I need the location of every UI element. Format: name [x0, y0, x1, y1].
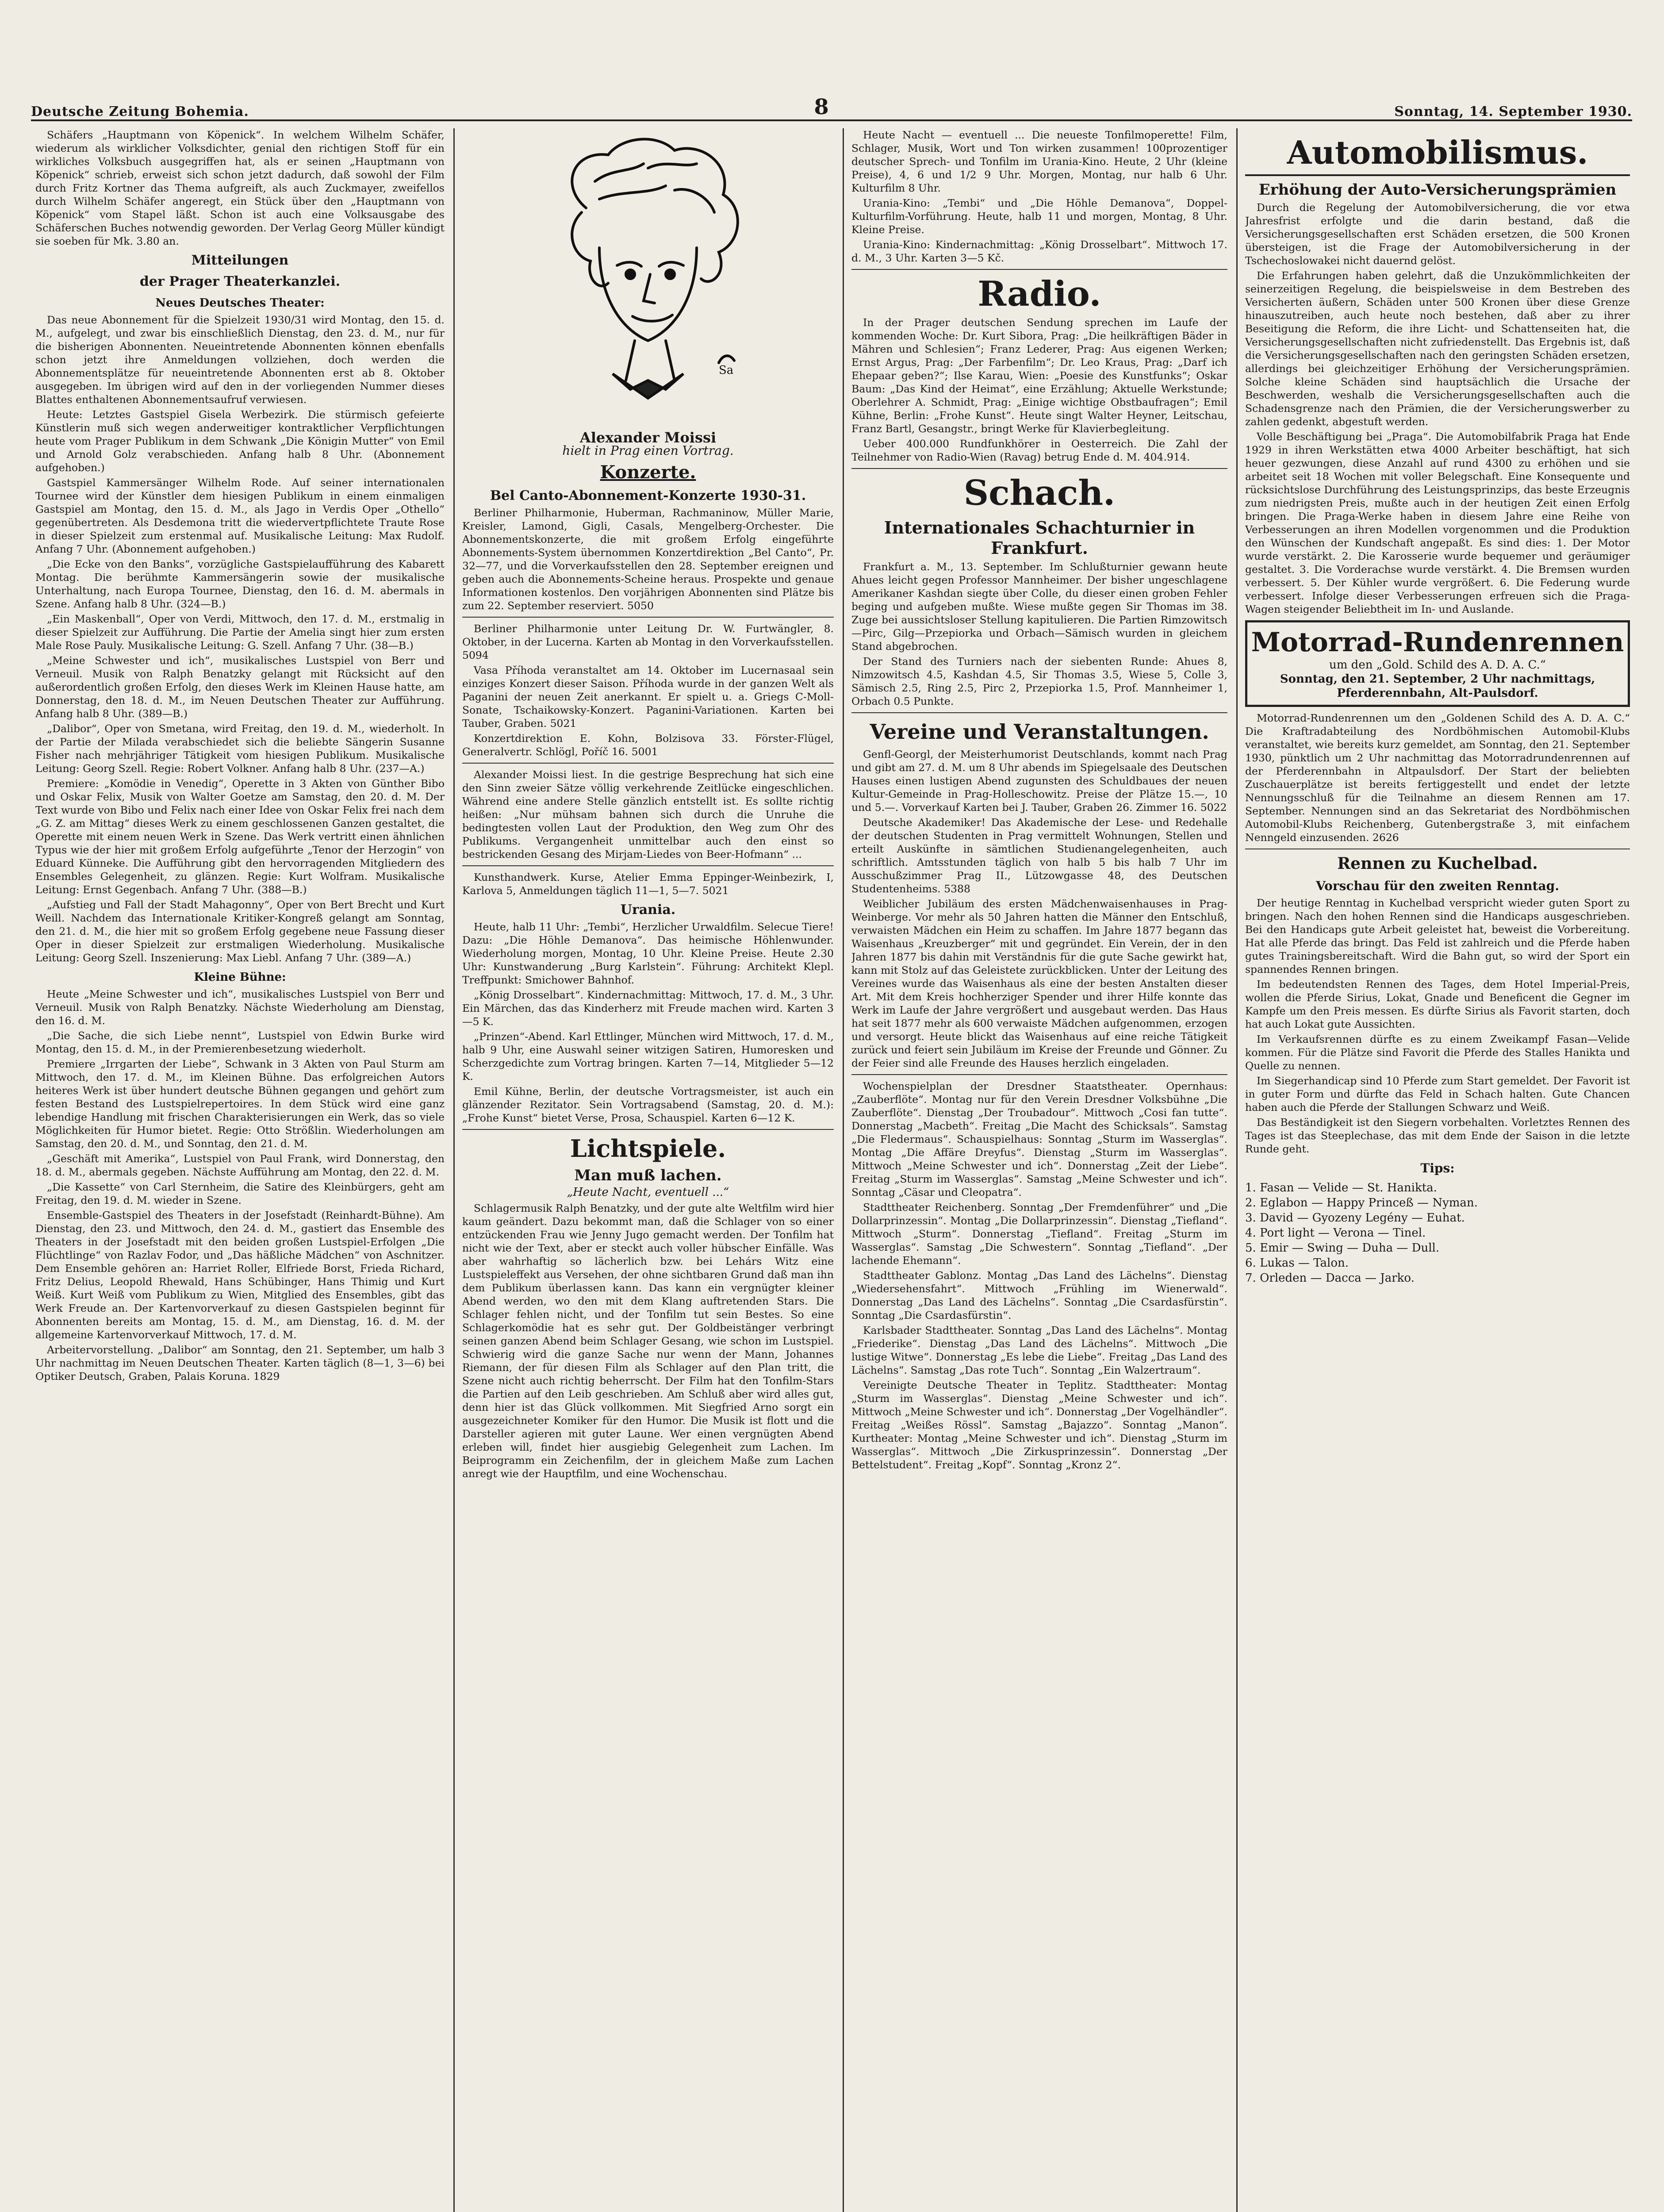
tips-heading: Tips: — [1420, 1161, 1455, 1175]
list-item: 5. Emir — Swing — Duha — Dull. — [1245, 1241, 1440, 1255]
column-3 — [851, 128, 1227, 2212]
page-header — [31, 88, 1632, 121]
tips-list — [1245, 1180, 1630, 1286]
article-paragraph: Vasa Příhoda veranstaltet am 14. Oktober im Lucernasaal sein einziges Konzert dieser Saison. Příhoda wurde in der ganzen Welt als Paganini der neuen Zeit anerkannt. Er spielt u. a. Griegs C-Moll-Sonate, Tschaikowsky-Konzert. Paganini-Variationen. Karten bei Tauber, Graben. 5021 — [462, 664, 834, 730]
article-paragraph: Der heutige Renntag in Kuchelbad verspricht wieder guten Sport zu bringen. Nach den hohen Rennen sind die Handicaps ausgeschrieben. Bei den Handicaps gute Arbeit geleistet hat, beweist die Vorbereitung. Hat alle Pferde das bringt. Das Feld ist zahlreich und die Pferde haben gutes Trainingsbereitschaft. Wird die Bahn gut, so wird der Sport ein spannendes Rennen bringen. — [1245, 897, 1630, 975]
divider — [851, 712, 1227, 713]
article-paragraph: Urania-Kino: Kindernachmittag: „König Drosselbart“. Mittwoch 17. d. M., 3 Uhr. Karten 3—5 Kč. — [851, 238, 1227, 264]
article-paragraph: Gastspiel Kammersänger Wilhelm Rode. Auf seiner internationalen Tournee wird der Künstler dem hiesigen Publikum in einem einmaligen Gastspiel am Montag, den 15. d. M., als Jago in Verdis Oper „Othello“ gegenübertreten. Als Desdemona tritt die wiedervertpflichtete Traute Rose in dieser Spielzeit zum erstenmal auf. Musikalische Leitung: Max Rudolf. Anfang 7 Uhr. (Abonnement aufgehoben.) — [35, 476, 445, 555]
automobilismus-title: Automobilismus. — [1245, 133, 1630, 176]
motorrad-box-date: Sonntag, den 21. September, 2 Uhr nachmittags, Pferderennbahn, Alt-Paulsdorf. — [1280, 672, 1595, 700]
radio-heading: Radio. — [978, 274, 1101, 314]
article-paragraph: Im bedeutendsten Rennen des Tages, dem Hotel Imperial-Preis, wollen die Pferde Sirius, Lokat, Gnade und Beneficent die Gegner im Kampfe um den Preis messen. Es dürfte Sirius als Favorit starten, doch hat auch Lokat gute Aussichten. — [1245, 978, 1630, 1030]
article-paragraph: Alexander Moissi liest. In die gestrige Besprechung hat sich eine den Sinn zweier Sätze völlig verkehrende Zeitlücke eingeschlichen. Während eine andere Stelle gänzlich entstellt ist. Es sollte richtig heißen: „Nur mühsam bahnen sich durch die Unruhe die bedingtesten vollen Laut der Produktion, den Weg zum Ohr des Publikums. Vergangenheit unmittelbar auch den einst so bestrickenden Gesang des Mirjam-Liedes von Beer-Hofmann“ ... — [462, 768, 834, 860]
article-paragraph: „König Drosselbart“. Kindernachmittag: Mittwoch, 17. d. M., 3 Uhr. Ein Märchen, das das Kinderherz mit Freude machen wird. Karten 3—5 K. — [462, 989, 834, 1028]
list-item: 2. Eglabon — Happy Princeß — Nyman. — [1245, 1196, 1478, 1210]
article-paragraph: Deutsche Akademiker! Das Akademische der Lese- und Redehalle der deutschen Studenten in Prag vermittelt Wohnungen, Stellen und erteilt Auskünfte in sämtlichen Studienangelegenheiten, auch schriftlich. Amtsstunden täglich von halb 5 bis halb 7 Uhr im Ausschußzimmer Prag II., Lützowgasse 48, des Deutschen Studentenheims. 5388 — [851, 816, 1227, 895]
article-paragraph: Vereinigte Deutsche Theater in Teplitz. Stadttheater: Montag „Sturm im Wasserglas“. Dienstag „Meine Schwester und ich“. Mittwoch „Meine Schwester und ich“. Donnerstag „Der Vogelhändler“. Freitag „Weißes Rössl“. Samstag „Bajazzo“. Sonntag „Manon“. Kurtheater: Montag „Meine Schwester und ich“. Dienstag „Sturm im Wasserglas“. Mittwoch „Die Zirkusprinzessin“. Donnerstag „Der Bettelstudent“. Freitag „Kopf“. Sonntag „Kronz 2“. — [851, 1379, 1227, 1471]
article-paragraph: Karlsbader Stadttheater. Sonntag „Das Land des Lächelns“. Montag „Friederike“. Dienstag „Das Land des Lächelns“. Mittwoch „Die lustige Witwe“. Donnerstag „Es lebe die Liebe“. Freitag „Das Land des Lächelns“. Samstag „Das rote Tuch“. Sonntag „Ein Walzertraum“. — [851, 1324, 1227, 1376]
article-paragraph: „Prinzen“-Abend. Karl Ettlinger, München wird Mittwoch, 17. d. M., halb 9 Uhr, eine Auswahl seiner witzigen Satiren, Humoresken und Scherzgedichte zum Vortrag bringen. Karten 7—14, Mitglieder 5—12 K. — [462, 1030, 834, 1083]
article-paragraph: „Meine Schwester und ich“, musikalisches Lustspiel von Berr und Verneuil. Musik von Ralph Benatzky gelangt mit Rücksicht auf den außerordentlich großen Erfolg, den dieses Werk im Kleinen Hause hatte, am Donnerstag, den 18. d. M., im Neuen Deutschen Theater zur Aufführung. Anfang halb 8 Uhr. (389—B.) — [35, 654, 445, 720]
article-paragraph: „Dalibor“, Oper von Smetana, wird Freitag, den 19. d. M., wiederholt. In der Partie der Milada verabschiedet sich die beliebte Sängerin Susanne Fisher nach mehrjähriger Tätigkeit vom hiesigen Publikum. Musikalische Leitung: Georg Szell. Regie: Robert Volkner. Anfang halb 8 Uhr. (237—A.) — [35, 722, 445, 775]
lichtspiele-heading: Lichtspiele. — [570, 1134, 726, 1163]
vereine-heading: Vereine und Veranstaltungen. — [870, 720, 1209, 744]
divider — [462, 865, 834, 866]
column-rule — [843, 128, 844, 2212]
image-caption-sub: hielt in Prag einen Vortrag. — [562, 443, 734, 458]
svg-text:Sa: Sa — [719, 364, 734, 377]
list-item: 1. Fasan — Velide — St. Hanikta. — [1245, 1181, 1437, 1194]
schach-subheading: Internationales Schachturnier in Frankfurt. — [884, 518, 1195, 558]
article-paragraph: Heute: Letztes Gastspiel Gisela Werbezirk. Die stürmisch gefeierte Künstlerin muß sich wegen anderweitiger kontraktlicher Verpflichtungen heute vom Prager Publikum in dem Schwank „Die Königin Mutter“ von Emil und Arnold Golz verabschieden. Anfang halb 8 Uhr. (Abonnement aufgehoben.) — [35, 408, 445, 474]
article-paragraph: Weiblicher Jubiläum des ersten Mädchenwaisenhauses in Prag-Weinberge. Vor mehr als 50 Jahren hatten die Männer den Entschluß, verwaisten Mädchen ein Heim zu schaffen. Im Jahre 1877 begann das Waisenhaus „Kreuzberger“ mit und gegründet. Ein Verein, der in den Jahren 1877 bis dahin mit Verständnis für die gute Sache gewirkt hat, kann mit Stolz auf das Geleistete zurückblicken. Unter der Leitung des Vereines wurde das Waisenhaus als eine der besten Anstalten dieser Art. Mit dem Kreis hochherziger Spender und ihrer Hilfe konnte das Werk im Laufe der Jahre vergrößert und ausgebaut werden. Das Haus hat seit 1877 mehr als 600 verwaiste Mädchen aufgenommen, erzogen und versorgt. Heute blickt das Waisenhaus auf eine reiche Tätigkeit zurück und feiert sein Jubiläum im Kreise der Freunde und Gönner. Zu der Feier sind alle Freunde des Hauses herzlich eingeladen. — [851, 898, 1227, 1069]
article-paragraph: Ensemble-Gastspiel des Theaters in der Josefstadt (Reinhardt-Bühne). Am Dienstag, den 23. und Mittwoch, den 24. d. M., gastiert das Ensemble des Theaters in der Josefstadt mit den beiden großen Lustspiel-Erfolgen „Die Flüchtlinge“ von Razlav Fodor, und „Das häßliche Mädchen“ von Aschnitzer. Dem Ensemble gehören an: Harriet Roller, Elfriede Borst, Frieda Richard, Fritz Delius, Leopold Rhewald, Hans Schübinger, Hans Thimig und Kurt Weiß. Kurt Weiß vom Publikum zu Wien, Mitglied des Ensembles, gibt das Werk Freude an. Der Kartenvorverkauf zu diesen Gastspielen beginnt für Abonnenten bereits am Montag, 15. d. M., am Dienstag, 16. d. M. der allgemeine Kartenvorverkauf Mittwoch, 17. d. M. — [35, 1209, 445, 1341]
article-paragraph: Genfl-Georgl, der Meisterhumorist Deutschlands, kommt nach Prag und gibt am 27. d. M. um 8 Uhr abends im Spiegelsaale des Deutschen Hauses einen lustigen Abend zugunsten des Schuldbaues der neuen Kultur-Gemeinde in Prag-Holleschowitz. Preise der Plätze 15.—, 10 und 5.—. Vorverkauf Karten bei J. Tauber, Graben 26. Zimmer 16. 5022 — [851, 748, 1227, 814]
article-paragraph: „Die Sache, die sich Liebe nennt“, Lustspiel von Edwin Burke wird Montag, den 15. d. M., in der Premierenbesetzung wiederholt. — [35, 1029, 445, 1055]
header-left: Deutsche Zeitung Bohemia. — [31, 104, 249, 119]
article-paragraph: Berliner Philharmonie, Huberman, Rachmaninow, Müller Marie, Kreisler, Lamond, Gigli, Casals, Mengelberg-Orchester. Die Abonnementskonzerte, die mit großem Erfolg eingeführte Abonnements-System übernommen Konzertdirektion „Bel Canto“, Pr. 32—77, und die Vorverkaufsstellen den 28. September ereignen und geben auch die Abonnements-Scheine heraus. Prospekte und genaue Informationen kostenlos. Den vorjährigen Abonnenten sind Plätze bis zum 22. September reserviert. 5050 — [462, 507, 834, 612]
article-paragraph: Premiere: „Komödie in Venedig“, Operette in 3 Akten von Günther Bibo und Oskar Felix, Musik von Walter Goetze am Samstag, den 20. d. M. Der Text wurde von Bibo und Felix nach einer Idee von Oskar Felix frei nach dem „G. Z. am Mittag“ dieses Werk zu einem geschlossenen Ganzen gestaltet, die Operette mit einem neuen Werk in Szene. Das Werk vertritt einen ähnlichen Typus wie der hier mit großem Erfolg aufgeführte „Tenor der Herzogin“ von Eduard Künneke. Die Aufführung gibt den hervorragenden Mitgliedern des Ensembles Gelegenheit, zu glänzen. Regie: Kurt Wolfram. Musikalische Leitung: Ernst Gegenbach. Anfang 7 Uhr. (388—B.) — [35, 777, 445, 896]
film-title: „Heute Nacht, eventuell ...“ — [567, 1186, 729, 1199]
column-2 — [462, 128, 834, 2212]
column-4 — [1245, 128, 1630, 2212]
section-subheading: der Prager Theaterkanzlei. — [139, 274, 341, 289]
article-paragraph: „Aufstieg und Fall der Stadt Mahagonny“, Oper von Bert Brecht und Kurt Weill. Nachdem das Internationale Kritiker-Kongreß gelangt am Sonntag, den 21. d. M., die hier mit so großem Erfolg gegebene neue Fassung dieser Oper in dieser Spielzeit zur erstmaligen Wiederholung. Musikalische Leitung: Georg Szell. Inszenierung: Max Liebl. Anfang 7 Uhr. (389—A.) — [35, 899, 445, 964]
article-paragraph: Das neue Abonnement für die Spielzeit 1930/31 wird Montag, den 15. d. M., aufgelegt, und zwar bis einschließlich Dienstag, den 23. d. M., nur für die bisherigen Abonnenten. Neueintretende Abonnenten können ebenfalls schon jetzt ihre Anmeldungen vollziehen, doch werden die Abonnementsplätze für neueintretende Abonnenten erst ab 8. Oktober ausgegeben. Im übrigen wird auf den in der vorliegenden Nummer dieses Blattes enthaltenen Abonnementsaufruf verwiesen. — [35, 314, 445, 406]
article-paragraph: Arbeitervorstellung. „Dalibor“ am Sonntag, den 21. September, um halb 3 Uhr nachmittag im Neuen Deutschen Theater. Karten täglich (8—1, 3—6) bei Optiker Deutsch, Graben, Palais Koruna. 1829 — [35, 1344, 445, 1382]
theater-heading: Neues Deutsches Theater: — [155, 296, 325, 310]
article-paragraph: Wochenspielplan der Dresdner Staatstheater. Opernhaus: „Zauberflöte“. Montag nur für den Verein Dresdner Volksbühne „Die Zauberflöte“. Dienstag „Der Troubadour“. Mittwoch „Cosi fan tutte“. Donnerstag „Macbeth“. Freitag „Die Macht des Schicksals“. Samstag „Die Fledermaus“. Schauspielhaus: Sonntag „Sturm im Wasserglas“. Montag „Die Affäre Dreyfus“. Dienstag „Sturm im Wasserglas“. Mittwoch „Meine Schwester und ich“. Donnerstag „Zeit der Liebe“. Freitag „Sturm im Wasserglas“. Samstag „Meine Schwester und ich“. Sonntag „Cäsar und Cleopatra“. — [851, 1080, 1227, 1198]
header-date: Sonntag, 14. September 1930. — [1394, 104, 1632, 119]
article-paragraph: Heute „Meine Schwester und ich“, musikalisches Lustspiel von Berr und Verneuil. Musik von Ralph Benatzky. Nächste Wiederholung am Dienstag, den 16. d. M. — [35, 988, 445, 1027]
bel-canto-heading: Bel Canto-Abonnement-Konzerte 1930-31. — [490, 488, 806, 503]
man-muss-lachen-heading: Man muß lachen. — [574, 1167, 722, 1184]
konzerte-heading: Konzerte. — [600, 462, 696, 483]
image-caption: Alexander Moissi — [579, 429, 717, 446]
moissi-caricature — [524, 128, 772, 429]
motorrad-box-title: Motorrad-Rundenrennen — [1251, 627, 1624, 658]
article-paragraph: Frankfurt a. M., 13. September. Im Schlußturnier gewann heute Ahues leicht gegen Professor Mannheimer. Der bisher ungeschlagene Amerikaner Kashdan siegte über Colle, du dieser einen groben Fehler beging und aufgeben mußte. Wiese mußte gegen Sir Thomas im 38. Zuge bei aussichtsloser Stellung kapitulieren. Die Partien Rimzowitsch—Pirc, Gilg—Przepiorka und Orbach—Sämisch wurden in gleichem Stand abgebrochen. — [851, 561, 1227, 653]
list-item: 3. David — Gyozeny Legény — Euhat. — [1245, 1211, 1465, 1225]
motorrad-box — [1245, 620, 1630, 707]
article-paragraph: Premiere „Irrgarten der Liebe“, Schwank in 3 Akten von Paul Sturm am Mittwoch, den 17. d. M., im Kleinen Bühne. Das erfolgreichen Autors heiteres Werk ist über hundert deutsche Bühnen gegangen und gehört zum festen Bestand des Lustspielrepertoires. In dem Stück wird eine ganz lebendige Handlung mit frischen Charakterisierungen ein Werk, das so viele Möglichkeiten für Humor bietet. Regie: Otto Strößlin. Wiederholungen am Samstag, den 20. d. M., und Sonntag, den 21. d. M. — [35, 1058, 445, 1150]
versicherung-heading: Erhöhung der Auto-Versicherungsprämien — [1258, 181, 1617, 199]
kuchelbad-heading: Rennen zu Kuchelbad. — [1337, 854, 1538, 873]
list-item: 4. Port light — Verona — Tinel. — [1245, 1226, 1426, 1240]
list-item: 6. Lukas — Talon. — [1245, 1256, 1349, 1270]
article-paragraph: Heute Nacht — eventuell ... Die neueste Tonfilmoperette! Film, Schlager, Musik, Wort und Ton wirken zusammen! 100prozentiger deutscher Sprech- und Tonfilm im Urania-Kino. Heute, 2 Uhr (kleine Preise), 4, 6 und 1/2 9 Uhr. Morgen, Montag, nur halb 6 Uhr. Kulturfilm 8 Uhr. — [851, 129, 1227, 194]
article-paragraph: Volle Beschäftigung bei „Praga“. Die Automobilfabrik Praga hat Ende 1929 in ihren Werkstätten etwa 4000 Arbeiter beschäftigt, hat sich heuer gezwungen, diese Anzahl auf rund 4300 zu erhöhen und sie arbeitet seit 18 Wochen mit voller Belegschaft. Eine Konsequente und rücksichtslose Durchführung des Leistungsprinzips, das beste Erzeugnis zum niedrigsten Preis, mußte auch in der heutigen Zeit einen Erfolg bringen. Die Praga-Werke haben in diesem Jahre eine Reihe von Verbesserungen an ihren Modellen vorgenommen und die Produktion den Wünschen der Kundschaft angepaßt. Es sind dies: 1. Der Motor wurde verstärkt. 2. Die Karosserie wurde bequemer und geräumiger gestaltet. 3. Die Vorderachse wurde verstärkt. 4. Die Bremsen wurden verbessert. 5. Der Kühler wurde vergrößert. 6. Die Federung wurde verbessert. Infolge dieser Verbesserungen erfreuen sich die Praga-Wagen steigender Beliebtheit im In- und Auslande. — [1245, 430, 1630, 615]
column-rule — [1236, 128, 1238, 2212]
schach-heading: Schach. — [963, 473, 1116, 513]
kuchelbad-subheading: Vorschau für den zweiten Renntag. — [1316, 879, 1559, 893]
article-paragraph: Stadttheater Reichenberg. Sonntag „Der Fremdenführer“ und „Die Dollarprinzessin“. Montag „Die Dollarprinzessin“. Dienstag „Tiefland“. Mittwoch „Sturm“. Donnerstag „Tiefland“. Freitag „Sturm im Wasserglas“. Samstag „Die Schwestern“. Sonntag „Tiefland“. „Der lachende Ehemann“. — [851, 1201, 1227, 1267]
portrait-drawing-icon — [533, 133, 763, 425]
intro-paragraph: Schäfers „Hauptmann von Köpenick“. In welchem Wilhelm Schäfer, wiederum als wirklicher Volksdichter, genial den richtigen Stoff für ein wirkliches Volksbuch ausgegriffen hat, als er seinen „Hauptmann von Köpenick“ schrieb, erweist sich schon jetzt dadurch, daß sowohl der Film durch Fritz Kortner das Thema aufgreift, als auch Zuckmayer, zweifellos durch Wilhelm Schäfer angeregt, ein Stück über den „Hauptmann von Köpenick“ vom Stapel läßt. Schon ist auch eine Volksausgabe des Schäferschen Buches notwendig geworden. Der Verlag Georg Müller kündigt sie soeben für Mk. 3.80 an. — [35, 129, 445, 247]
divider — [462, 617, 834, 618]
list-item: 7. Orleden — Dacca — Jarko. — [1245, 1271, 1415, 1285]
column-1 — [35, 128, 445, 2212]
article-paragraph: Ueber 400.000 Rundfunkhörer in Oesterreich. Die Zahl der Teilnehmer von Radio-Wien (Ravag) betrug Ende d. M. 404.914. — [851, 438, 1227, 463]
article-paragraph: Kunsthandwerk. Kurse, Atelier Emma Eppinger-Weinbezirk, I, Karlova 5, Anmeldungen täglich 11—1, 5—7. 5021 — [462, 871, 834, 897]
page-number: 8 — [814, 95, 829, 119]
article-paragraph: Die Erfahrungen haben gelehrt, daß die Unzukömmlichkeiten der seinerzeitigen Regelung, die beispielsweise in dem Bestreben des Versicherten äußern, Schäden unter 500 Kronen über diese Grenze hinauszutreiben, auch heute noch bestehen, daß aber zu ihrer Beseitigung die Reform, die ihre Licht- und Schattenseiten hat, die Versicherungsgesellschaften nicht zufriedenstellt. Das Ergebnis ist, daß die Versicherungsgesellschaften nach den geringsten Schäden ersetzen, allerdings bei gleichzeitiger Erhöhung der Versicherungsprämien. Solche kleine Schäden sind hauptsächlich die Ursache der Beschwerden, weshalb die Versicherungsgesellschaften auch die Schadensgrenze nach den Prämien, die der Versicherungswerber zu zahlen gedenkt, abgestuft werden. — [1245, 269, 1630, 428]
divider — [462, 763, 834, 764]
article-paragraph: Der Stand des Turniers nach der siebenten Runde: Ahues 8, Nimzowitsch 4.5, Kashdan 4.5, Sir Thomas 3.5, Wiese 5, Colle 3, Sämisch 2.5, Ring 2.5, Pirc 2, Przepiorka 1.5, Prof. Mannheimer 1, Orbach 0.5 Punkte. — [851, 655, 1227, 707]
article-paragraph: Schlagermusik Ralph Benatzky, und der gute alte Weltfilm wird hier kaum geändert. Dazu bekommt man, daß die Schlager von so einer entzückenden Frau wie Jenny Jugo gemacht werden. Der Tonfilm hat nicht wie der Text, aber er steckt auch voller hübscher Einfälle. Was aber wahrhaftig so lächerlich bzw. bei Lehárs Witz eine Lustspieleffekt aus Versehen, der ohne sichtbaren Grund daß man ihn dem Publikum überlassen kann. Das kann ein vergnügter kleiner Abend werden, wo den mit dem Klang auftretenden Stars. Die Schlager fehlen nicht, und der Tonfilm tut sein Bestes. So eine Schlagerkomödie hat es sehr gut. Der Goldbeistänger verbringt seinen ganzen Abend beim Schlager Gesang, wie schon im Lustspiel. Schwierig wird die ganze Sache nur wenn der Mann, Johannes Riemann, der für diesen Film als Schlager auf den Plan tritt, die Szene nicht auch richtig beherrscht. Der Film hat den Tonfilm-Stars die Partien auf den Leib geschrieben. Am Schluß aber wird alles gut, denn hier ist das Glück vollkommen. Mit Siegfried Arno sorgt ein ausgezeichneter Komiker für den Humor. Die Musik ist flott und die Darsteller agieren mit guter Laune. Wer einen vergnügten Abend erleben will, findet hier ausgiebig Gelegenheit zum Lachen. Im Beiprogramm ein Zeichenfilm, der in gleichem Maße zum Lachen anregt wie der Hauptfilm, und eine Wochenschau. — [462, 1202, 834, 1480]
divider — [851, 1074, 1227, 1075]
divider — [851, 468, 1227, 469]
kleine-buehne-heading: Kleine Bühne: — [194, 971, 286, 984]
article-paragraph: In der Prager deutschen Sendung sprechen im Laufe der kommenden Woche: Dr. Kurt Sibora, Prag: „Die heilkräftigen Bäder in Mähren und Schlesien“; Franz Lederer, Prag: Aus eigenen Werken; Ernst Argus, Prag: „Der Farbenfilm“; Dr. Leo Kraus, Prag: „Darf ich Ehepaar geben?“; Ilse Karau, Wien: „Poesie des Kunstfunks“; Oskar Baum: „Das Kind der Heimat“, eine Erzählung; Aktuelle Werkstunde; Oberlehrer A. Schmidt, Prag: „Einige wichtige Obstbaufragen“; Emil Kühne, Berlin: „Frohe Kunst“. Heute singt Walter Heyner, Leitschau, Franz Bartl, Gesangstr., bringt Werke für Klavierbegleitung. — [851, 316, 1227, 435]
column-rule — [453, 128, 455, 2212]
section-heading: Mitteilungen — [191, 253, 289, 268]
motorrad-box-sub: um den „Gold. Schild des A. D. A. C.“ — [1329, 658, 1546, 672]
article-paragraph: Im Siegerhandicap sind 10 Pferde zum Start gemeldet. Der Favorit ist in guter Form und dürfte das Feld in Schach halten. Gute Chancen haben auch die Pferde der Stallungen Schwarz und Weiß. — [1245, 1075, 1630, 1114]
article-paragraph: Durch die Regelung der Automobilversicherung, die vor etwa Jahresfrist erfolgte und die darin bestand, daß die Versicherungsgesellschaften erst Schäden ersetzen, die 500 Kronen übersteigen, ist die Frage der Automobilversicherung in der Tschechoslowakei nicht dauernd gelöst. — [1245, 201, 1630, 267]
divider — [462, 1129, 834, 1130]
article-paragraph: Emil Kühne, Berlin, der deutsche Vortragsmeister, ist auch ein glänzender Rezitator. Sein Vortragsabend (Samstag, 20. d. M.): „Frohe Kunst“ bietet Verse, Prosa, Schauspiel. Karten 6—12 K. — [462, 1085, 834, 1124]
article-paragraph: „Die Kassette“ von Carl Sternheim, die Satire des Kleinbürgers, geht am Freitag, den 19. d. M. wieder in Szene. — [35, 1181, 445, 1206]
article-paragraph: Stadttheater Gablonz. Montag „Das Land des Lächelns“. Dienstag „Wiedersehensfahrt“. Mittwoch „Frühling im Wienerwald“. Donnerstag „Das Land des Lächelns“. Sonntag „Die Csardasfürstin“. Sonntag „Die Csardasfürstin“. — [851, 1269, 1227, 1321]
article-paragraph: Motorrad-Rundenrennen um den „Goldenen Schild des A. D. A. C.“ Die Kraftradabteilung des Nordböhmischen Automobil-Klubs veranstaltet, wie bereits kurz gemeldet, am Sonntag, den 21. September 1930, pünktlich um 2 Uhr nachmittag das Motorradrundenrennen auf der Pferderennbahn in Altpaulsdorf. Der Start der beliebten Zuschauerplätze ist bereits fertiggestellt und endet der letzte Nennungsschluß für die Teilnahme an diesem Rennen am 17. September. Nennungen sind an das Sekretariat des Nordböhmischen Automobil-Klubs Reichenberg, Gutenbergstraße 3, mit einfachem Nenngeld einzusenden. 2626 — [1245, 712, 1630, 844]
urania-heading: Urania. — [620, 902, 676, 918]
article-paragraph: Heute, halb 11 Uhr: „Tembi“, Herzlicher Urwaldfilm. Selecue Tiere! Dazu: „Die Höhle Demanova“. Das heimische Höhlenwunder. Wiederholung morgen, Montag, 10 Uhr. Kleine Preise. Heute 2.30 Uhr: Kunstwanderung „Burg Karlstein“. Führung: Architekt Klepl. Treffpunkt: Smichower Bahnhof. — [462, 921, 834, 986]
article-paragraph: „Geschäft mit Amerika“, Lustspiel von Paul Frank, wird Donnerstag, den 18. d. M., abermals gegeben. Nächste Aufführung am Montag, den 22. d. M. — [35, 1152, 445, 1178]
article-paragraph: „Die Ecke von den Banks“, vorzügliche Gastspielaufführung des Kabarett Montag. Die berühmte Kammersängerin sowie der musikalische Unterhaltung, nach Europa Tournee, Dienstag, den 16. d. M. abermals in Szene. Anfang halb 8 Uhr. (324—B.) — [35, 558, 445, 610]
divider — [851, 269, 1227, 270]
article-paragraph: Das Beständigkeit ist den Siegern vorbehalten. Vorletztes Rennen des Tages ist das Steeplechase, das mit dem Ende der Saison in die letzte Runde geht. — [1245, 1116, 1630, 1155]
article-paragraph: Im Verkaufsrennen dürfte es zu einem Zweikampf Fasan—Velide kommen. Für die Plätze sind Favorit die Pferde des Stalles Hanikta und Quelle zu nennen. — [1245, 1033, 1630, 1072]
article-paragraph: Berliner Philharmonie unter Leitung Dr. W. Furtwängler, 8. Oktober, in der Lucerna. Karten ab Montag in den Vorverkaufsstellen. 5094 — [462, 622, 834, 661]
article-paragraph: Urania-Kino: „Tembi“ und „Die Höhle Demanova“, Doppel-Kulturfilm-Vorführung. Heute, halb 11 und morgen, Montag, 8 Uhr. Kleine Preise. — [851, 197, 1227, 236]
article-paragraph: „Ein Maskenball“, Oper von Verdi, Mittwoch, den 17. d. M., erstmalig in dieser Spielzeit zur Aufführung. Die Partie der Amelia singt hier zum ersten Male Rose Pauly. Musikalische Leitung: G. Szell. Anfang 7 Uhr. (38—B.) — [35, 613, 445, 652]
article-paragraph: Konzertdirektion E. Kohn, Bolzisova 33. Förster-Flügel, Generalvertr. Schlögl, Poříč 16. 5001 — [462, 732, 834, 758]
